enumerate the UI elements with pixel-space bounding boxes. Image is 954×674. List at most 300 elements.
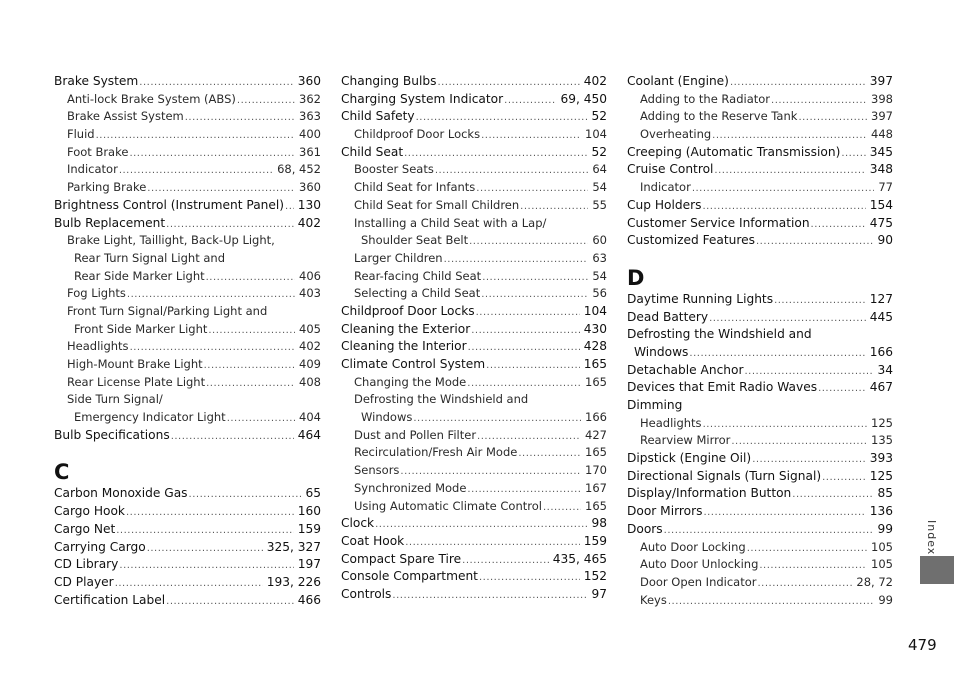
entry-page-ref[interactable]: 65	[305, 486, 321, 501]
index-subentry[interactable]	[54, 250, 321, 268]
leader-dots	[413, 410, 581, 427]
entry-label: Cleaning the Interior	[341, 339, 467, 354]
leader-dots	[703, 416, 867, 433]
entry-label: Sensors	[354, 463, 400, 478]
index-entry[interactable]	[627, 379, 893, 397]
entry-label: Fog Lights	[67, 286, 126, 301]
index-subentry[interactable]	[54, 144, 321, 162]
entry-label: Rear License Plate Light	[67, 374, 206, 389]
entry-label: Dust and Pollen Filter	[354, 427, 477, 442]
entry-label: CD Player	[54, 574, 114, 589]
entry-page-ref[interactable]: 193, 226	[266, 574, 321, 589]
entry-page-ref[interactable]: 152	[583, 569, 607, 584]
leader-dots	[206, 375, 295, 392]
entry-page-ref[interactable]: 127	[869, 291, 893, 306]
index-subentry[interactable]	[627, 574, 893, 592]
entry-label: Controls	[341, 586, 392, 601]
index-subentry[interactable]	[54, 126, 321, 144]
index-subentry[interactable]	[341, 480, 607, 498]
leader-dots	[714, 162, 865, 179]
entry-label: Directional Signals (Turn Signal)	[627, 468, 822, 483]
index-column-3	[627, 73, 893, 609]
leader-dots	[139, 74, 293, 91]
leader-dots	[476, 304, 580, 321]
entry-label: Childproof Door Locks	[354, 127, 481, 142]
entry-page-ref[interactable]: 98	[591, 516, 607, 531]
entry-label: Childproof Door Locks	[341, 303, 475, 318]
index-entry[interactable]	[627, 197, 893, 215]
index-entry[interactable]	[627, 485, 893, 503]
entry-page-ref[interactable]: 97	[591, 586, 607, 601]
entry-label: Changing Bulbs	[341, 74, 437, 88]
entry-label: Rearview Mirror	[640, 433, 731, 448]
entry-page-ref[interactable]: 405	[299, 321, 321, 336]
index-entry[interactable]	[627, 144, 893, 162]
leader-dots	[481, 127, 581, 144]
entry-page-ref[interactable]: 159	[583, 533, 607, 548]
entry-page-ref[interactable]: 475	[869, 215, 893, 230]
index-subentry[interactable]	[54, 285, 321, 303]
index-subentry[interactable]	[341, 126, 607, 144]
leader-dots	[664, 522, 874, 539]
leader-dots	[731, 433, 867, 450]
entry-label: Brake Assist System	[67, 109, 184, 124]
entry-page-ref[interactable]: 409	[299, 357, 321, 371]
entry-page-ref[interactable]: 160	[297, 504, 321, 519]
index-subentry[interactable]	[54, 268, 321, 286]
entry-page-ref[interactable]: 406	[299, 268, 321, 283]
entry-label: Brake Light, Taillight, Back-Up Light,	[67, 233, 275, 248]
index-entry[interactable]	[341, 551, 607, 569]
leader-dots	[400, 463, 581, 480]
index-subentry[interactable]	[341, 498, 607, 516]
leader-dots	[759, 557, 867, 574]
index-entry[interactable]	[54, 485, 321, 503]
index-subentry[interactable]	[627, 556, 893, 574]
leader-dots	[285, 198, 294, 215]
leader-dots	[771, 92, 867, 109]
entry-page-ref[interactable]: 60	[592, 233, 607, 248]
entry-page-ref[interactable]: 402	[583, 74, 607, 88]
entry-label: Dimming	[627, 398, 683, 412]
entry-page-ref[interactable]: 393	[869, 451, 893, 466]
leader-dots	[206, 269, 295, 286]
leader-dots	[482, 269, 588, 286]
index-entry[interactable]	[341, 73, 607, 91]
entry-page-ref[interactable]: 345	[869, 144, 893, 159]
index-subentry[interactable]	[54, 303, 321, 321]
index-subentry[interactable]	[54, 391, 321, 409]
entry-label: Selecting a Child Seat	[354, 286, 481, 301]
leader-dots	[477, 428, 581, 445]
index-entry[interactable]	[341, 303, 607, 321]
entry-page-ref[interactable]: 99	[878, 592, 893, 607]
entry-page-ref[interactable]: 130	[297, 197, 321, 212]
entry-label: Climate Control System	[341, 357, 486, 371]
entry-page-ref[interactable]: 361	[299, 144, 321, 159]
index-entry[interactable]	[341, 338, 607, 356]
index-entry[interactable]	[341, 144, 607, 162]
entry-page-ref[interactable]: 125	[869, 468, 893, 483]
entry-label: Parking Brake	[67, 180, 147, 195]
index-subentry[interactable]	[341, 268, 607, 286]
entry-page-ref[interactable]: 325, 327	[266, 539, 321, 554]
entry-label: Rear Side Marker Light	[74, 268, 205, 283]
index-entry[interactable]	[627, 344, 893, 362]
index-entry[interactable]	[627, 521, 893, 539]
entry-page-ref[interactable]: 448	[871, 127, 893, 142]
index-subentry[interactable]	[341, 250, 607, 268]
entry-label: Cruise Control	[627, 162, 714, 177]
leader-dots	[818, 380, 866, 397]
index-column-1	[54, 73, 321, 609]
leader-dots	[481, 286, 588, 303]
leader-dots	[166, 593, 294, 610]
entry-label: Devices that Emit Radio Waves	[627, 380, 818, 395]
index-subentry[interactable]	[341, 285, 607, 303]
leader-dots	[189, 486, 302, 503]
entry-label: Rear-facing Child Seat	[354, 268, 482, 283]
index-column-2	[341, 73, 607, 604]
entry-label: Child Seat for Infants	[354, 180, 476, 195]
index-subentry[interactable]	[341, 462, 607, 480]
entry-page-ref[interactable]: 105	[871, 557, 893, 572]
entry-page-ref[interactable]: 170	[585, 463, 607, 478]
entry-page-ref[interactable]: 28, 72	[856, 574, 893, 589]
entry-page-ref[interactable]: 104	[585, 127, 607, 142]
leader-dots	[116, 522, 293, 539]
index-entry[interactable]	[341, 515, 607, 533]
entry-label: Synchronized Mode	[354, 480, 467, 495]
entry-page-ref[interactable]: 466	[297, 592, 321, 607]
entry-label: Larger Children	[354, 250, 443, 265]
entry-page-ref[interactable]: 69, 450	[560, 91, 607, 106]
entry-page-ref[interactable]: 54	[592, 180, 607, 195]
entry-page-ref[interactable]: 398	[871, 91, 893, 106]
entry-label: Using Automatic Climate Control	[354, 498, 542, 513]
entry-page-ref[interactable]: 136	[869, 504, 893, 519]
leader-dots	[520, 198, 588, 215]
entry-page-ref[interactable]: 135	[871, 433, 893, 448]
index-side-tab-label: Index	[925, 520, 938, 556]
index-entry[interactable]	[341, 321, 607, 339]
index-subentry[interactable]	[54, 409, 321, 427]
leader-dots	[166, 216, 294, 233]
leader-dots	[435, 162, 589, 179]
index-subentry[interactable]	[341, 444, 607, 462]
leader-dots	[467, 375, 581, 392]
index-subentry[interactable]	[627, 592, 893, 610]
index-entry[interactable]	[627, 326, 893, 344]
entry-label: Changing the Mode	[354, 374, 467, 389]
entry-label: Anti-lock Brake System (ABS)	[67, 91, 236, 106]
leader-dots	[479, 569, 580, 586]
entry-page-ref[interactable]: 397	[869, 74, 893, 88]
index-entry[interactable]	[54, 197, 321, 215]
entry-label: Cargo Net	[54, 521, 116, 536]
index-subentry[interactable]	[627, 126, 893, 144]
entry-page-ref[interactable]: 445	[869, 309, 893, 324]
leader-dots	[119, 557, 293, 574]
index-subentry[interactable]	[341, 161, 607, 179]
entry-label: Creeping (Automatic Transmission)	[627, 144, 841, 159]
entry-page-ref[interactable]: 104	[583, 303, 607, 318]
leader-dots	[689, 345, 865, 362]
entry-page-ref[interactable]: 165	[583, 357, 607, 371]
index-subentry[interactable]	[54, 356, 321, 374]
entry-page-ref[interactable]: 77	[878, 180, 893, 195]
leader-dots	[702, 198, 865, 215]
leader-dots	[127, 286, 295, 303]
entry-label: Charging System Indicator	[341, 91, 504, 106]
leader-dots	[147, 540, 263, 557]
leader-dots	[375, 516, 587, 533]
leader-dots	[437, 74, 579, 91]
entry-label: Foot Brake	[67, 144, 129, 159]
leader-dots	[476, 180, 588, 197]
entry-label: Detachable Anchor	[627, 362, 744, 377]
entry-page-ref[interactable]: 159	[297, 521, 321, 536]
leader-dots	[208, 322, 295, 339]
entry-page-ref[interactable]: 467	[869, 380, 893, 395]
entry-label: Child Seat	[341, 144, 404, 159]
index-entry[interactable]	[627, 468, 893, 486]
entry-page-ref[interactable]: 165	[585, 445, 607, 460]
entry-page-ref[interactable]: 348	[869, 162, 893, 177]
index-entry[interactable]	[54, 215, 321, 233]
leader-dots	[744, 363, 873, 380]
page-number: 479	[908, 636, 937, 654]
entry-label: Headlights	[640, 415, 702, 430]
entry-page-ref[interactable]: 428	[583, 339, 607, 354]
entry-label: Carbon Monoxide Gas	[54, 486, 188, 501]
entry-page-ref[interactable]: 154	[869, 197, 893, 212]
entry-label: Defrosting the Windshield and	[354, 392, 529, 407]
entry-label: High-Mount Brake Light	[67, 357, 203, 371]
entry-label: Rear Turn Signal Light and	[74, 250, 225, 265]
index-entry[interactable]	[54, 73, 321, 91]
entry-label: Certification Label	[54, 592, 166, 607]
leader-dots	[668, 593, 875, 610]
index-entry[interactable]	[54, 503, 321, 521]
entry-label: Defrosting the Windshield and	[627, 327, 812, 342]
entry-page-ref[interactable]: 464	[297, 427, 321, 442]
leader-dots	[752, 451, 866, 468]
index-entry[interactable]	[341, 356, 607, 374]
entry-page-ref[interactable]: 125	[871, 415, 893, 430]
entry-page-ref[interactable]: 363	[299, 109, 321, 124]
leader-dots	[730, 74, 866, 91]
index-subentry[interactable]	[54, 321, 321, 339]
entry-label: Windows	[361, 410, 413, 425]
entry-page-ref[interactable]: 427	[585, 427, 607, 442]
index-entry[interactable]	[627, 161, 893, 179]
entry-label: Bulb Specifications	[54, 427, 170, 442]
entry-page-ref[interactable]: 404	[299, 410, 321, 425]
leader-dots	[115, 575, 263, 592]
entry-page-ref[interactable]: 397	[871, 109, 893, 124]
leader-dots	[709, 310, 866, 327]
leader-dots	[822, 469, 866, 486]
index-entry[interactable]	[341, 568, 607, 586]
leader-dots	[392, 587, 587, 604]
index-entry[interactable]	[627, 503, 893, 521]
entry-label: Coolant (Engine)	[627, 74, 729, 88]
entry-page-ref[interactable]: 167	[585, 480, 607, 495]
leader-dots	[96, 127, 295, 144]
entry-label: Coat Hook	[341, 533, 405, 548]
entry-label: Indicator	[640, 180, 691, 195]
index-entry[interactable]	[627, 291, 893, 309]
index-subentry[interactable]	[627, 91, 893, 109]
index-entry[interactable]	[341, 533, 607, 551]
entry-label: Emergency Indicator Light	[74, 410, 226, 425]
index-entry[interactable]	[627, 232, 893, 250]
entry-label: Overheating	[640, 127, 712, 142]
entry-label: Front Turn Signal/Parking Light and	[67, 303, 268, 318]
entry-page-ref[interactable]: 90	[877, 233, 893, 248]
entry-page-ref[interactable]: 403	[299, 286, 321, 301]
entry-page-ref[interactable]: 55	[592, 197, 607, 212]
leader-dots	[774, 292, 866, 309]
entry-label: Cup Holders	[627, 197, 702, 212]
index-subentry[interactable]	[341, 197, 607, 215]
entry-page-ref[interactable]: 435, 465	[552, 551, 607, 566]
index-subentry[interactable]	[627, 108, 893, 126]
entry-page-ref[interactable]: 360	[299, 180, 321, 195]
entry-label: Installing a Child Seat with a Lap/	[354, 215, 547, 230]
index-entry[interactable]	[54, 556, 321, 574]
index-subentry[interactable]	[54, 232, 321, 250]
leader-dots	[792, 486, 873, 503]
leader-dots	[468, 339, 580, 356]
index-entry[interactable]	[627, 362, 893, 380]
index-subentry[interactable]	[341, 179, 607, 197]
section-letter: D	[627, 265, 645, 290]
leader-dots	[471, 322, 579, 339]
entry-page-ref[interactable]: 402	[297, 215, 321, 230]
entry-label: Carrying Cargo	[54, 539, 146, 554]
index-subentry[interactable]	[54, 161, 321, 179]
index-entry[interactable]	[627, 450, 893, 468]
entry-page-ref[interactable]: 166	[869, 344, 893, 359]
index-subentry[interactable]	[341, 374, 607, 392]
leader-dots	[703, 504, 865, 521]
entry-label: Display/Information Button	[627, 486, 792, 501]
entry-page-ref[interactable]: 105	[871, 539, 893, 554]
index-subentry[interactable]	[341, 232, 607, 250]
entry-page-ref[interactable]: 197	[297, 557, 321, 572]
leader-dots	[504, 92, 556, 109]
entry-page-ref[interactable]: 362	[299, 91, 321, 106]
entry-label: Booster Seats	[354, 162, 434, 177]
leader-dots	[130, 339, 295, 356]
entry-page-ref[interactable]: 400	[299, 127, 321, 142]
entry-page-ref[interactable]: 360	[297, 74, 321, 88]
entry-page-ref[interactable]: 430	[583, 321, 607, 336]
index-subentry[interactable]	[341, 427, 607, 445]
leader-dots	[119, 162, 273, 179]
leader-dots	[404, 145, 587, 162]
index-entry[interactable]	[54, 427, 321, 445]
index-entry[interactable]	[341, 108, 607, 126]
leader-dots	[798, 109, 867, 126]
entry-label: Bulb Replacement	[54, 215, 166, 230]
entry-page-ref[interactable]: 68, 452	[277, 162, 321, 177]
index-entry[interactable]	[54, 574, 321, 592]
entry-label: Compact Spare Tire	[341, 551, 462, 566]
index-subentry[interactable]	[627, 179, 893, 197]
index-entry[interactable]	[54, 539, 321, 557]
leader-dots	[237, 92, 295, 109]
index-subentry[interactable]	[627, 432, 893, 450]
leader-dots	[185, 109, 295, 126]
entry-label: Doors	[627, 521, 663, 536]
entry-page-ref[interactable]: 56	[592, 286, 607, 301]
index-entry[interactable]	[341, 91, 607, 109]
entry-label: Console Compartment	[341, 569, 478, 584]
leader-dots	[841, 145, 865, 162]
entry-page-ref[interactable]: 54	[592, 268, 607, 283]
entry-page-ref[interactable]: 99	[877, 521, 893, 536]
entry-page-ref[interactable]: 408	[299, 374, 321, 389]
index-entry[interactable]	[627, 73, 893, 91]
index-subentry[interactable]	[54, 374, 321, 392]
leader-dots	[692, 180, 875, 197]
index-subentry[interactable]	[627, 539, 893, 557]
index-subentry[interactable]	[341, 215, 607, 233]
index-entry[interactable]	[54, 592, 321, 610]
entry-page-ref[interactable]: 52	[591, 109, 607, 124]
entry-label: Child Safety	[341, 109, 415, 124]
index-subentry[interactable]	[627, 415, 893, 433]
leader-dots	[518, 445, 581, 462]
entry-page-ref[interactable]: 165	[585, 374, 607, 389]
entry-label: CD Library	[54, 557, 119, 572]
entry-page-ref[interactable]: 64	[592, 162, 607, 177]
entry-page-ref[interactable]: 402	[299, 339, 321, 354]
entry-page-ref[interactable]: 166	[585, 410, 607, 425]
index-entry[interactable]	[627, 397, 893, 415]
index-entry[interactable]	[627, 309, 893, 327]
index-entry[interactable]	[627, 215, 893, 233]
entry-label: Dead Battery	[627, 309, 709, 324]
index-subentry[interactable]	[341, 409, 607, 427]
leader-dots	[227, 410, 295, 427]
entry-page-ref[interactable]: 165	[585, 498, 607, 513]
index-subentry[interactable]	[341, 391, 607, 409]
leader-dots	[467, 481, 581, 498]
index-subentry[interactable]	[54, 91, 321, 109]
index-subentry[interactable]	[54, 179, 321, 197]
entry-label: Brightness Control (Instrument Panel)	[54, 197, 285, 212]
index-side-tab-marker	[920, 556, 954, 584]
leader-dots	[416, 109, 588, 126]
entry-page-ref[interactable]: 85	[877, 486, 893, 501]
entry-label: Windows	[634, 344, 689, 359]
entry-page-ref[interactable]: 52	[591, 144, 607, 159]
entry-label: Auto Door Locking	[640, 539, 746, 554]
index-entry[interactable]	[54, 521, 321, 539]
entry-page-ref[interactable]: 34	[877, 362, 893, 377]
entry-label: Brake System	[54, 74, 139, 88]
index-entry[interactable]	[341, 586, 607, 604]
entry-label: Keys	[640, 592, 667, 607]
index-subentry[interactable]	[54, 338, 321, 356]
leader-dots	[444, 251, 589, 268]
entry-page-ref[interactable]: 63	[592, 250, 607, 265]
index-subentry[interactable]	[54, 108, 321, 126]
